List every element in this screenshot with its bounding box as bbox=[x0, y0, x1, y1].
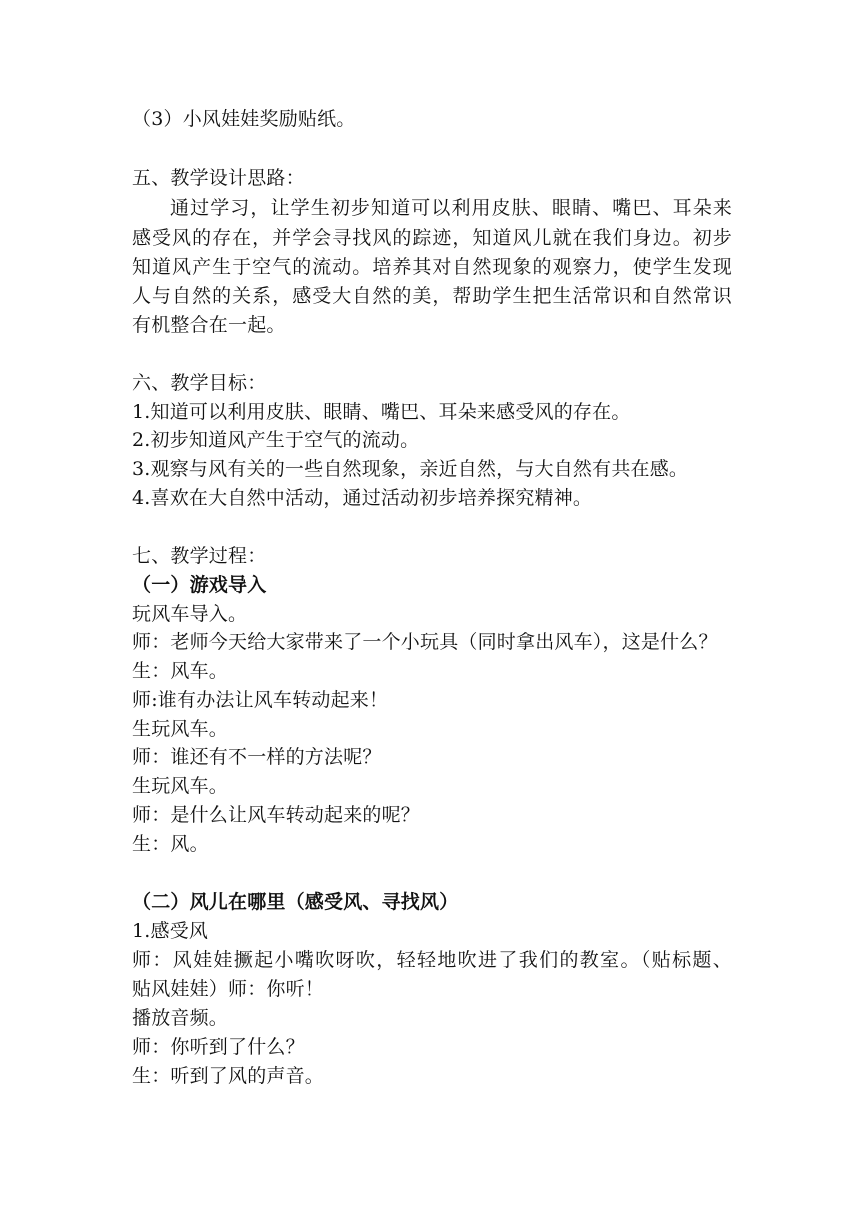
design-paragraph-line: 知道风产生于空气的流动。培养其对自然现象的观察力，使学生发现 bbox=[132, 256, 732, 278]
subsection-heading-where-is-wind: （二）风儿在哪里（感受风、寻找风） bbox=[132, 891, 459, 913]
process-line: 师：谁还有不一样的方法呢？ bbox=[132, 746, 382, 768]
process-line: 玩风车导入。 bbox=[132, 603, 248, 625]
process-line: 生：听到了风的声音。 bbox=[132, 1065, 325, 1087]
design-paragraph-line: 通过学习，让学生初步知道可以利用皮肤、眼睛、嘴巴、耳朵来 bbox=[170, 197, 732, 219]
process-line: 1.感受风 bbox=[132, 920, 209, 942]
design-paragraph-line: 人与自然的关系，感受大自然的美，帮助学生把生活常识和自然常识 bbox=[132, 285, 732, 307]
process-line: 生：风。 bbox=[132, 833, 209, 855]
process-line: 播放音频。 bbox=[132, 1007, 229, 1029]
design-paragraph-line: 有机整合在一起。 bbox=[132, 314, 286, 336]
process-line: 生玩风车。 bbox=[132, 718, 229, 740]
process-line: 师：老师今天给大家带来了一个小玩具（同时拿出风车），这是什么？ bbox=[132, 631, 718, 653]
process-line: 生：风车。 bbox=[132, 660, 229, 682]
subsection-heading-game-intro: （一）游戏导入 bbox=[132, 574, 267, 596]
section-heading-process: 七、教学过程： bbox=[132, 545, 267, 567]
process-line: 生玩风车。 bbox=[132, 775, 229, 797]
process-line: 师:谁有办法让风车转动起来！ bbox=[132, 689, 389, 711]
objective-item: 1.知道可以利用皮肤、眼睛、嘴巴、耳朵来感受风的存在。 bbox=[132, 401, 631, 423]
process-line: 师：你听到了什么？ bbox=[132, 1036, 305, 1058]
objective-item: 3.观察与风有关的一些自然现象，亲近自然，与大自然有共在感。 bbox=[132, 458, 689, 480]
objective-item: 2.初步知道风产生于空气的流动。 bbox=[132, 429, 420, 451]
process-line: 师：是什么让风车转动起来的呢？ bbox=[132, 804, 421, 826]
reward-sticker-line: （3）小风娃娃奖励贴纸。 bbox=[132, 108, 356, 130]
section-heading-objectives: 六、教学目标： bbox=[132, 372, 267, 394]
objective-item: 4.喜欢在大自然中活动，通过活动初步培养探究精神。 bbox=[132, 487, 593, 509]
process-line: 师：风娃娃撅起小嘴吹呀吹，轻轻地吹进了我们的教室。（贴标题、 bbox=[132, 949, 732, 971]
section-heading-design-idea: 五、教学设计思路： bbox=[132, 167, 305, 189]
process-line: 贴风娃娃）师：你听！ bbox=[132, 978, 325, 1000]
design-paragraph-line: 感受风的存在，并学会寻找风的踪迹，知道风儿就在我们身边。初步 bbox=[132, 227, 732, 249]
